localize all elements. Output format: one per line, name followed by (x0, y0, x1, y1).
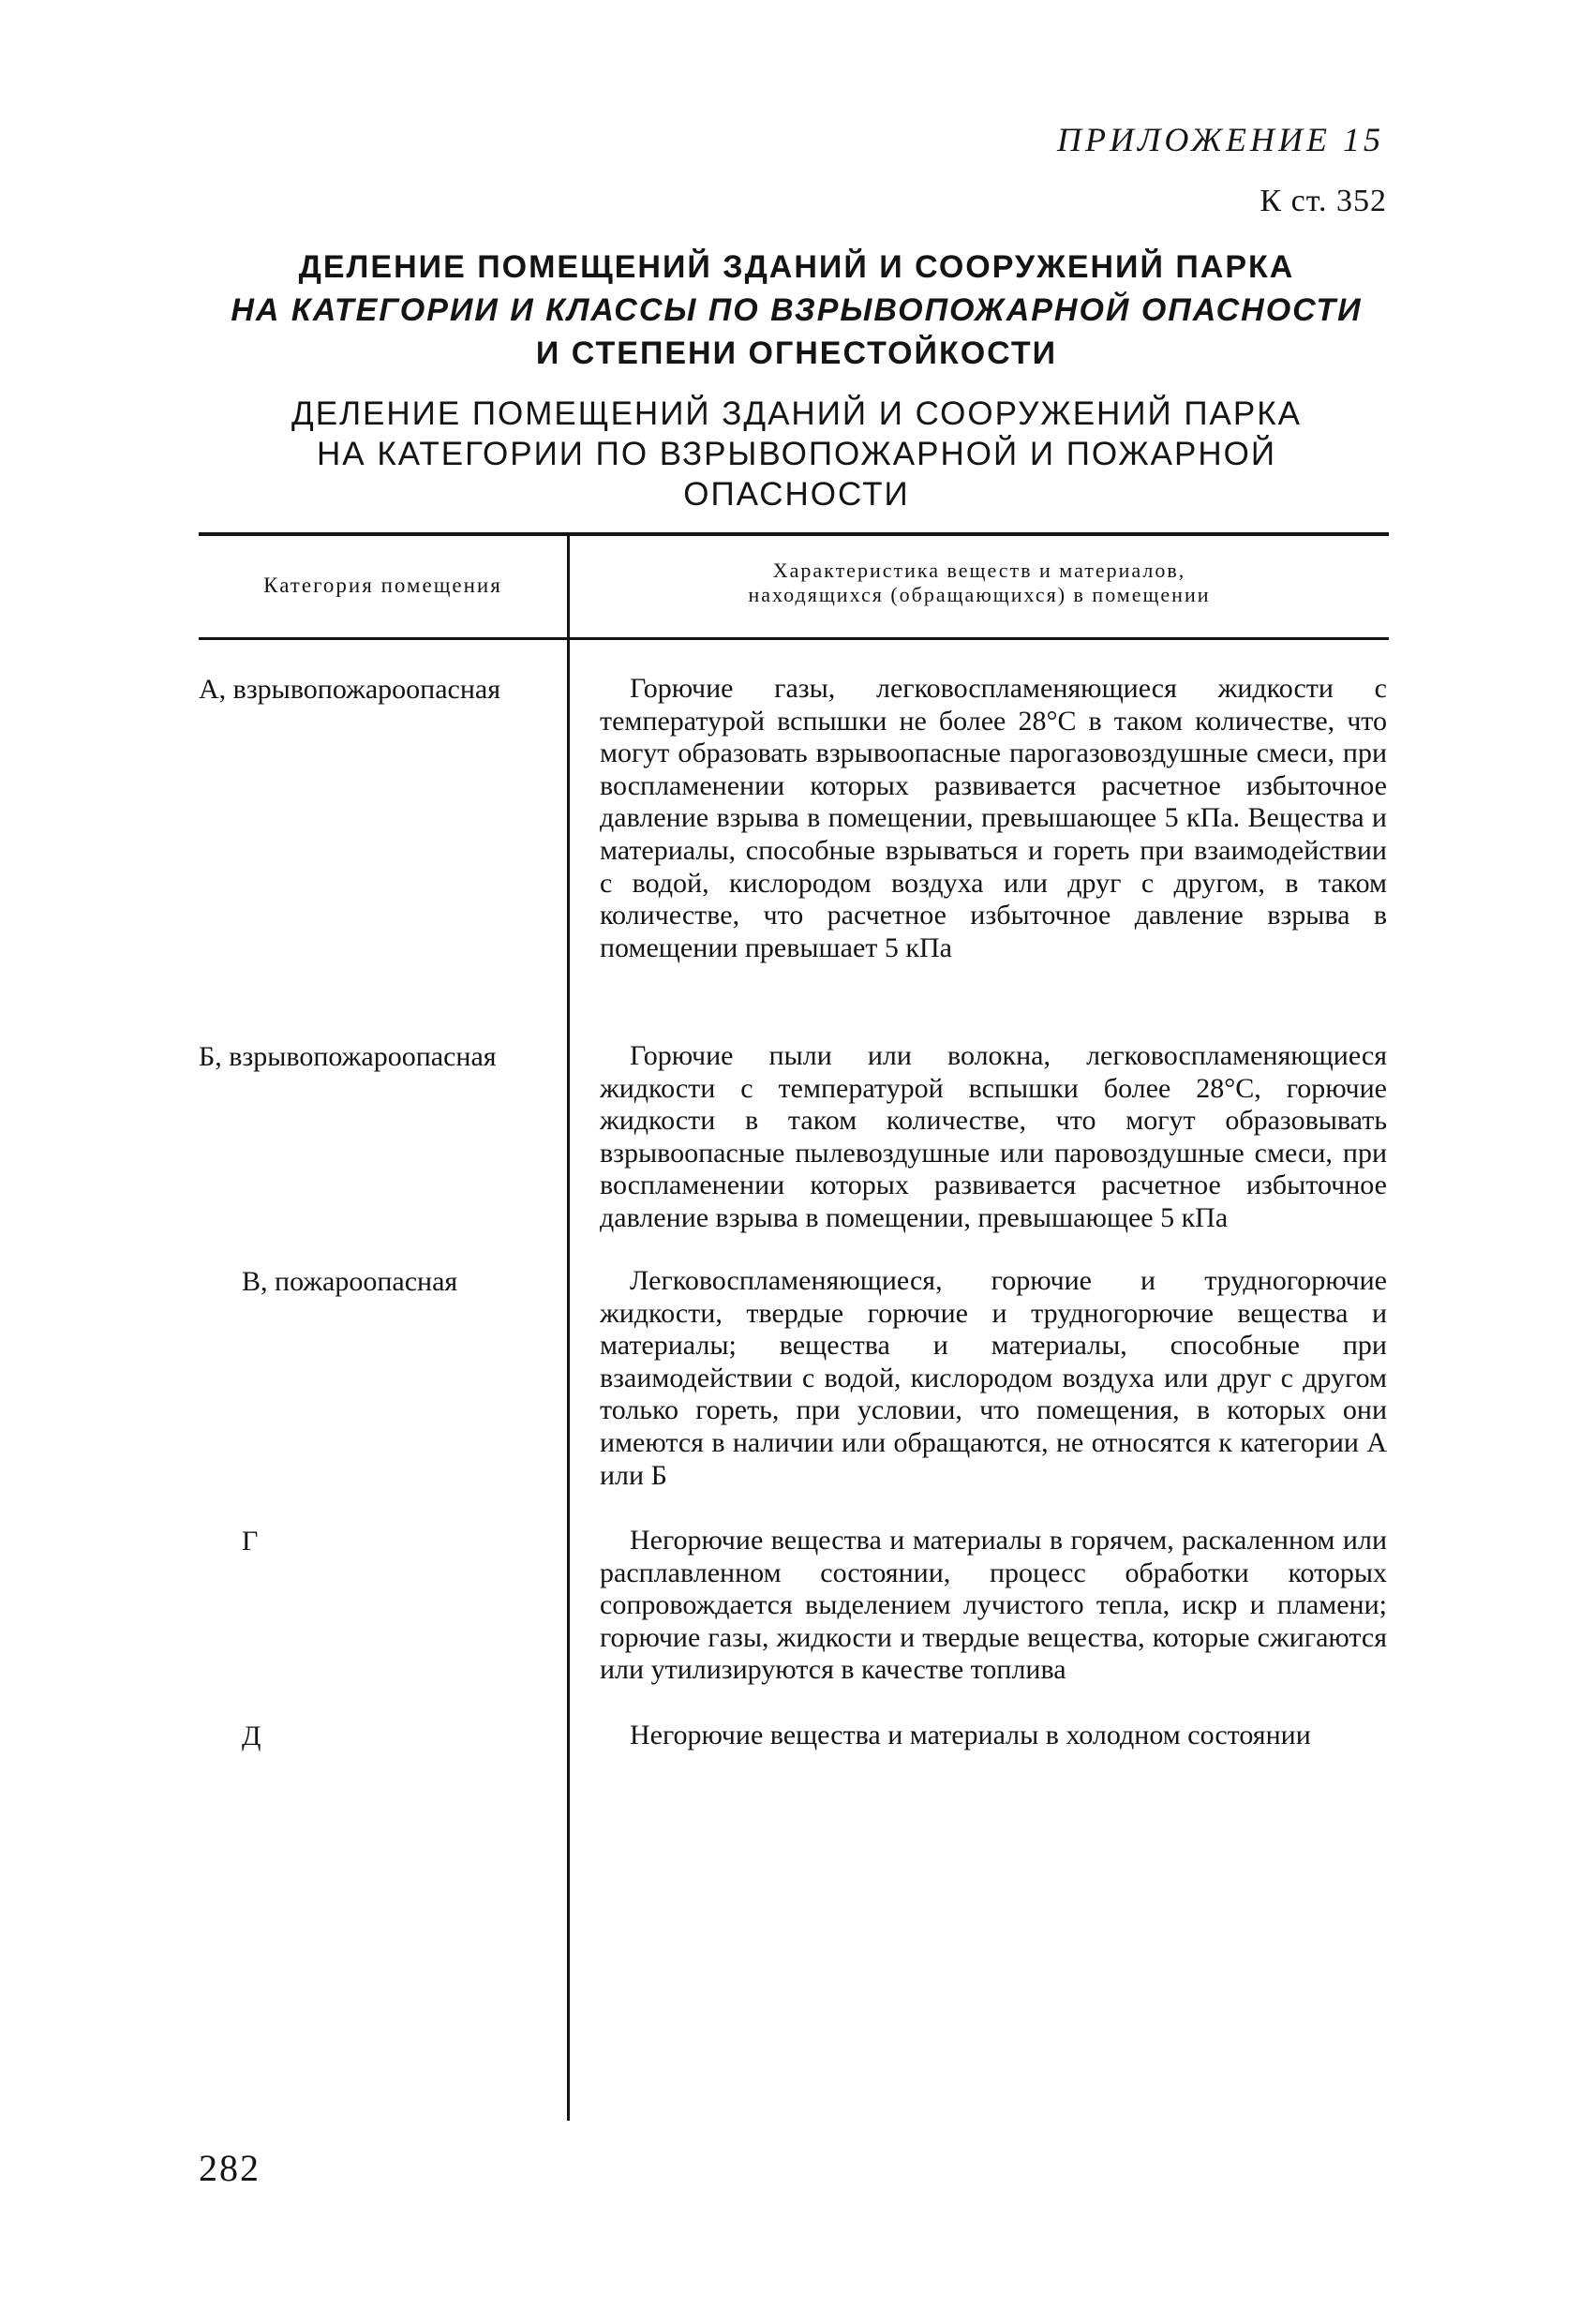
column-header-characteristic (581, 559, 1378, 607)
description-d: Негорючие вещества и материалы в холодном состоянии (630, 1720, 1311, 1750)
table-column-divider (567, 640, 570, 2121)
sub-title-line-2: НА КАТЕГОРИИ ПО ВЗРЫВОПОЖАРНОЙ И ПОЖАРНОЙ (317, 436, 1276, 472)
description-b: Горючие пыли или волокна, легковоспламеняющиеся жидкости с температурой вспышки более 28°С, горючие жидкости в таком количестве, что могут образовывать взрывоопасные пылевоздушные или паровоздушные смеси, при воспламенении которых развивается расчетное избыточное давление взрыва в помещении, превышающее 5 кПа (600, 1040, 1387, 1233)
table-top-rule (199, 532, 1389, 536)
category-g: Г (242, 1526, 259, 1557)
main-title (187, 246, 1406, 375)
category-d: Д (242, 1721, 261, 1751)
table-header-divider (567, 536, 570, 637)
column-header-characteristic-line-2: находящихся (обращающихся) в помещении (748, 583, 1211, 606)
category-v: В, пожароопасная (242, 1266, 458, 1297)
table-header-rule (199, 637, 1389, 640)
main-title-line-1: ДЕЛЕНИЕ ПОМЕЩЕНИЙ ЗДАНИЙ И СООРУЖЕНИЙ ПАРКА (298, 249, 1295, 285)
article-reference: К ст. 352 (1260, 184, 1387, 218)
page-number: 282 (199, 2147, 261, 2189)
column-header-characteristic-line-1: Характеристика веществ и материалов, (772, 559, 1186, 582)
main-title-line-2: НА КАТЕГОРИИ И КЛАССЫ ПО ВЗРЫВОПОЖАРНОЙ ОПАСНОСТИ (231, 292, 1363, 328)
sub-title-line-3: ОПАСНОСТИ (683, 476, 910, 513)
category-b: Б, взрывопожароопасная (199, 1041, 497, 1072)
appendix-label: ПРИЛОЖЕНИЕ 15 (1057, 121, 1384, 158)
category-a: А, взрывопожароопасная (199, 674, 501, 705)
sub-title (187, 394, 1406, 514)
column-header-category: Категория помещения (263, 574, 502, 597)
description-g: Негорючие вещества и материалы в горячем, раскаленном или расплавленном состоянии, процесс обработки которых сопровождается выделением лучистого тепла, искр и пламени; горючие газы, жидкости и твердые вещества, которые сжигаются или утилизируются в качестве топлива (600, 1525, 1387, 1686)
main-title-line-3: И СТЕПЕНИ ОГНЕСТОЙКОСТИ (535, 335, 1058, 371)
description-a: Горючие газы, легковоспламеняющиеся жидкости с температурой вспышки не более 28°С в таком количестве, что могут образовать взрывоопасные парогазовоздушные смеси, при воспламенении которых развивается расчетное избыточное давление взрыва в помещении, превышающее 5 кПа. Вещества и материалы, способные взрываться и гореть при взаимодействии с водой, кислородом воздуха или друг с другом, в таком количестве, что расчетное избыточное давление взрыва в помещении превышает 5 кПа (600, 673, 1387, 963)
sub-title-line-1: ДЕЛЕНИЕ ПОМЕЩЕНИЙ ЗДАНИЙ И СООРУЖЕНИЙ ПАРКА (291, 395, 1302, 432)
description-v: Легковоспламеняющиеся, горючие и трудногорючие жидкости, твердые горючие и трудногорючие вещества и материалы; вещества и материалы, способные при взаимодействии с водой, кислородом воздуха или друг с другом только гореть, при условии, что помещения, в которых они имеются в наличии или обращаются, не относятся к категории А или Б (600, 1265, 1387, 1491)
